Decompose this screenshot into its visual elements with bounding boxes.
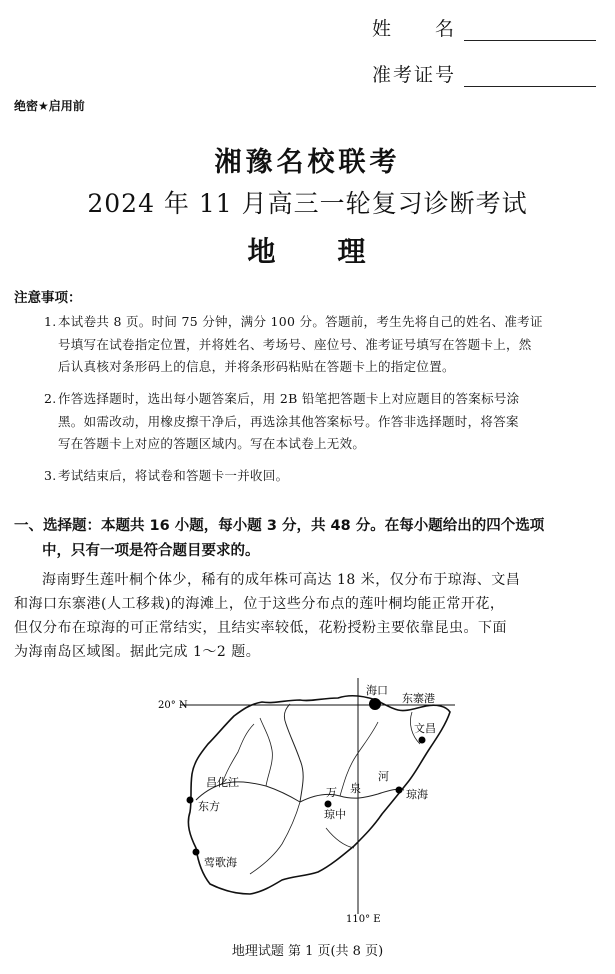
exam-id-label: 准考证号 [372, 64, 457, 86]
name-blank [464, 18, 596, 41]
changhua-label: 昌化江 [206, 776, 239, 789]
tributary [250, 802, 300, 874]
passage [14, 568, 614, 664]
secret-label: 绝密★启用前 [14, 99, 85, 113]
note-item [44, 388, 604, 456]
wenchang-label: 文昌 [414, 722, 436, 735]
exam-id-blank [464, 64, 596, 87]
note-item [44, 465, 604, 488]
wan-label: 万 [326, 786, 337, 799]
note-line: 作答选择题时，选出每小题答案后，用 2B 铅笔把答题卡上对应题目的答案标号涂 [58, 391, 520, 406]
name-field [372, 14, 596, 41]
exam-subtitle: 2024 年 11 月高三一轮复习诊断考试 [87, 189, 528, 218]
section-line: 中，只有一项是符合题目要求的。 [42, 543, 260, 559]
haikou-label: 海口 [366, 684, 388, 697]
qiongzhong-dot [325, 801, 332, 808]
qionghai-dot [396, 787, 403, 794]
tributary [326, 828, 354, 848]
tributary [260, 718, 272, 786]
qionghai-label: 琼海 [406, 788, 428, 801]
dongfang-label: 东方 [198, 800, 220, 813]
note-line: 黑。如需改动，用橡皮擦干净后，再选涂其他答案标号。作答非选择题时，将答案 [58, 413, 519, 429]
passage-line: 和海口东寨港(人工移栽)的海滩上，位于这些分布点的莲叶桐均能正常开花， [14, 596, 505, 612]
page-footer: 地理试题 第 1 页(共 8 页) [231, 944, 384, 959]
quan-label: 泉 [350, 782, 361, 795]
note-line: 写在答题卡上对应的答题区域内。写在本试卷上无效。 [58, 436, 366, 451]
note-number: 1. [44, 314, 57, 329]
yinggehai-label: 莺歌海 [204, 856, 237, 869]
latitude-label: 20° N [158, 700, 188, 711]
note-line: 号填写在试卷指定位置，并将姓名、考场号、座位号、准考证号填写在答题卡上，然 [58, 336, 532, 352]
note-line: 后认真核对条形码上的信息，并将条形码粘贴在答题卡上的指定位置。 [58, 359, 455, 374]
exam-id-field [372, 60, 596, 87]
longitude-label: 110° E [346, 914, 381, 925]
hainan-map [150, 670, 470, 925]
section-line: 一、选择题：本题共 16 小题，每小题 3 分，共 48 分。在每小题给出的四个选项 [14, 518, 545, 534]
qiongzhong-label: 琼中 [324, 808, 346, 821]
subject-title: 地 理 [247, 235, 368, 268]
passage-line: 但仅分布在琼海的可正常结实，且结实率较低，花粉授粉主要依靠昆虫。下面 [14, 620, 507, 636]
yinggehai-dot [193, 849, 200, 856]
dongfang-dot [187, 797, 194, 804]
haikou-dot [369, 698, 381, 710]
note-item [44, 311, 604, 379]
exam-title: 湘豫名校联考 [214, 147, 401, 178]
note-number: 2. [44, 391, 57, 406]
dongzhai-label: 东寨港 [402, 692, 435, 705]
he-label: 河 [378, 770, 389, 783]
section-heading [14, 514, 614, 564]
passage-line: 海南野生莲叶桐个体少，稀有的成年株可高达 18 米，仅分布于琼海、文昌 [42, 572, 521, 588]
passage-line: 为海南岛区域图。据此完成 1～2 题。 [14, 644, 261, 660]
note-line: 考试结束后，将试卷和答题卡一并收回。 [58, 468, 289, 483]
note-number: 3. [44, 468, 57, 483]
tributary [222, 724, 254, 784]
name-label: 姓 名 [372, 18, 457, 40]
nandu-river [284, 704, 303, 802]
notes-heading: 注意事项： [14, 290, 82, 306]
note-line: 本试卷共 8 页。时间 75 分钟，满分 100 分。答题前，考生先将自己的姓名、准考证 [58, 314, 543, 329]
wenchang-dot [419, 737, 426, 744]
